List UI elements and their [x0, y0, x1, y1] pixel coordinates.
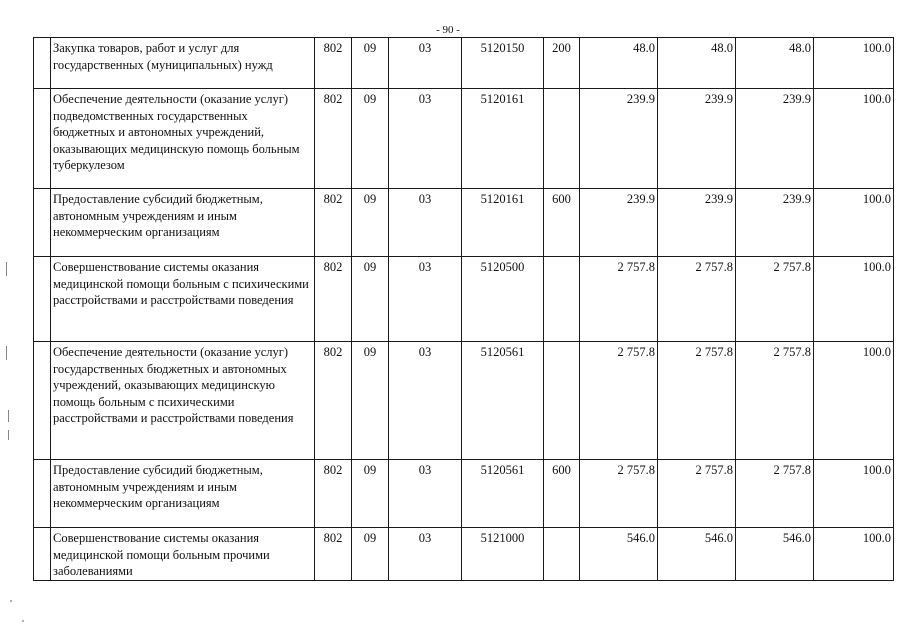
scan-mark: [8, 410, 9, 422]
margin-cell: [34, 38, 51, 89]
expense-type: 600: [544, 460, 580, 528]
ministry-code: 802: [315, 342, 352, 460]
page-number: - 90 -: [436, 24, 460, 36]
margin-cell: [34, 189, 51, 257]
scan-mark: [6, 346, 7, 360]
subsection-code: 03: [389, 38, 462, 89]
amount-2: 546.0: [658, 528, 736, 581]
subsection-code: 03: [389, 460, 462, 528]
target-article: 5121000: [462, 528, 544, 581]
margin-cell: [34, 528, 51, 581]
percent: 100.0: [814, 460, 894, 528]
table-row: [34, 257, 894, 342]
section-code: 09: [352, 38, 389, 89]
section-code: 09: [352, 342, 389, 460]
amount-3: 2 757.8: [736, 257, 814, 342]
amount-1: 546.0: [580, 528, 658, 581]
table-row: [34, 89, 894, 189]
target-article: 5120500: [462, 257, 544, 342]
ministry-code: 802: [315, 257, 352, 342]
subsection-code: 03: [389, 257, 462, 342]
amount-2: 239.9: [658, 189, 736, 257]
scan-mark: [6, 262, 7, 276]
target-article: 5120161: [462, 89, 544, 189]
expense-type: [544, 342, 580, 460]
amount-2: 2 757.8: [658, 342, 736, 460]
item-name: Совершенствование системы оказания медицинской помощи больным прочими заболеваниями: [51, 528, 315, 581]
target-article: 5120561: [462, 460, 544, 528]
amount-1: 2 757.8: [580, 342, 658, 460]
subsection-code: 03: [389, 342, 462, 460]
target-article: 5120150: [462, 38, 544, 89]
ministry-code: 802: [315, 528, 352, 581]
section-code: 09: [352, 89, 389, 189]
target-article: 5120161: [462, 189, 544, 257]
amount-3: 546.0: [736, 528, 814, 581]
table-row: [34, 189, 894, 257]
amount-1: 2 757.8: [580, 460, 658, 528]
item-name: Закупка товаров, работ и услуг для государственных (муниципальных) нужд: [51, 38, 315, 89]
percent: 100.0: [814, 528, 894, 581]
table-row: [34, 528, 894, 581]
percent: 100.0: [814, 189, 894, 257]
expense-type: [544, 89, 580, 189]
amount-3: 2 757.8: [736, 460, 814, 528]
amount-2: 2 757.8: [658, 257, 736, 342]
amount-2: 48.0: [658, 38, 736, 89]
percent: 100.0: [814, 38, 894, 89]
expense-type: 600: [544, 189, 580, 257]
item-name: Предоставление субсидий бюджетным, автономным учреждениям и иным некоммерческим организациям: [51, 189, 315, 257]
margin-cell: [34, 460, 51, 528]
margin-cell: [34, 257, 51, 342]
amount-3: 2 757.8: [736, 342, 814, 460]
subsection-code: 03: [389, 189, 462, 257]
item-name: Обеспечение деятельности (оказание услуг) государственных бюджетных и автономных учреждений, оказывающих медицинскую помощь больным с психическими расстройствами и расстройствами поведения: [51, 342, 315, 460]
table-row: [34, 460, 894, 528]
subsection-code: 03: [389, 89, 462, 189]
percent: 100.0: [814, 257, 894, 342]
ministry-code: 802: [315, 189, 352, 257]
amount-2: 2 757.8: [658, 460, 736, 528]
scan-mark: [8, 430, 9, 440]
percent: 100.0: [814, 89, 894, 189]
budget-table: [33, 37, 894, 581]
scan-speck: [10, 600, 12, 602]
item-name: Предоставление субсидий бюджетным, автономным учреждениям и иным некоммерческим организациям: [51, 460, 315, 528]
target-article: 5120561: [462, 342, 544, 460]
margin-cell: [34, 342, 51, 460]
section-code: 09: [352, 257, 389, 342]
item-name: Обеспечение деятельности (оказание услуг) подведомственных государственных бюджетных и автономных учреждений, оказывающих медицинскую помощь больным туберкулезом: [51, 89, 315, 189]
amount-1: 48.0: [580, 38, 658, 89]
item-name: Совершенствование системы оказания медицинской помощи больным с психическими расстройствами и расстройствами поведения: [51, 257, 315, 342]
expense-type: [544, 528, 580, 581]
scan-speck: [22, 620, 24, 622]
expense-type: [544, 257, 580, 342]
amount-1: 239.9: [580, 189, 658, 257]
ministry-code: 802: [315, 38, 352, 89]
section-code: 09: [352, 460, 389, 528]
section-code: 09: [352, 189, 389, 257]
subsection-code: 03: [389, 528, 462, 581]
amount-3: 239.9: [736, 89, 814, 189]
margin-cell: [34, 89, 51, 189]
ministry-code: 802: [315, 89, 352, 189]
table-row: [34, 38, 894, 89]
table-row: [34, 342, 894, 460]
amount-3: 239.9: [736, 189, 814, 257]
amount-1: 2 757.8: [580, 257, 658, 342]
percent: 100.0: [814, 342, 894, 460]
amount-2: 239.9: [658, 89, 736, 189]
expense-type: 200: [544, 38, 580, 89]
amount-3: 48.0: [736, 38, 814, 89]
ministry-code: 802: [315, 460, 352, 528]
amount-1: 239.9: [580, 89, 658, 189]
section-code: 09: [352, 528, 389, 581]
